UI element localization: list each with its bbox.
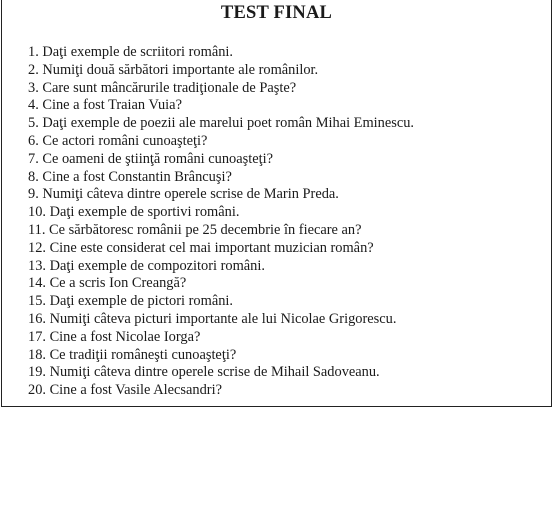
- question-item: 7. Ce oameni de ştiinţă români cunoaşteţi?: [28, 150, 273, 167]
- question-item: 19. Numiţi câteva dintre operele scrise de Mihail Sadoveanu.: [28, 364, 380, 381]
- question-list: [28, 44, 538, 400]
- question-item: 14. Ce a scris Ion Creangă?: [28, 275, 187, 292]
- question-item: 13. Daţi exemple de compozitori români.: [28, 257, 265, 274]
- question-item: 18. Ce tradiţii româneşti cunoaşteţi?: [28, 346, 237, 363]
- question-item: 3. Care sunt mâncărurile tradiţionale de Paşte?: [28, 79, 297, 96]
- page-title: TEST FINAL: [220, 3, 333, 23]
- test-sheet: [1, 0, 552, 407]
- question-item: 1. Daţi exemple de scriitori români.: [28, 44, 234, 60]
- question-item: 8. Cine a fost Constantin Brâncuşi?: [28, 168, 232, 185]
- question-item: 2. Numiţi două sărbători importante ale românilor.: [28, 61, 319, 78]
- question-item: 10. Daţi exemple de sportivi români.: [28, 204, 240, 221]
- question-item: 6. Ce actori români cunoaşteţi?: [28, 132, 208, 149]
- question-item: 17. Cine a fost Nicolae Iorga?: [28, 328, 201, 345]
- question-item: 12. Cine este considerat cel mai important muzician român?: [28, 239, 374, 256]
- question-item: 20. Cine a fost Vasile Alecsandri?: [28, 382, 222, 399]
- question-item: 11. Ce sărbătoresc românii pe 25 decembrie în fiecare an?: [28, 221, 362, 238]
- question-item: 16. Numiţi câteva picturi importante ale lui Nicolae Grigorescu.: [28, 310, 397, 327]
- question-item: 9. Numiţi câteva dintre operele scrise de Marin Preda.: [28, 186, 339, 203]
- question-item: 15. Daţi exemple de pictori români.: [28, 293, 234, 310]
- question-item: 4. Cine a fost Traian Vuia?: [28, 97, 182, 114]
- question-item: 5. Daţi exemple de poezii ale marelui poet român Mihai Eminescu.: [28, 115, 415, 132]
